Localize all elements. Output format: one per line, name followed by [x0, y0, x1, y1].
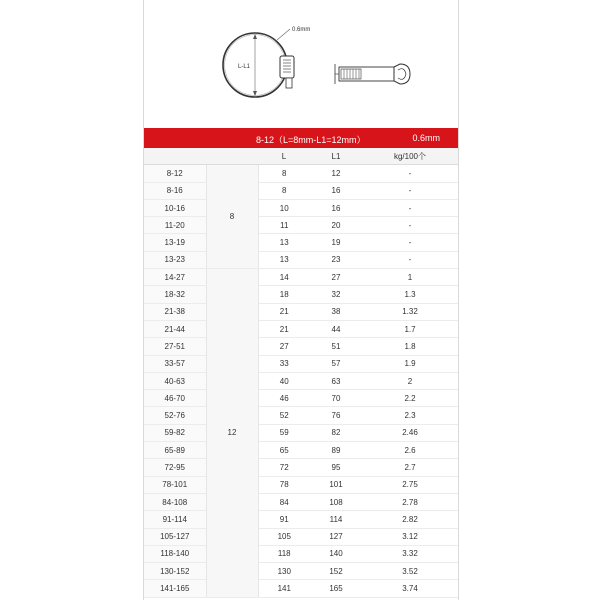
l1-cell: 51 — [310, 338, 362, 355]
weight-cell: - — [362, 199, 458, 216]
header-band-width — [206, 148, 258, 165]
table-row — [144, 303, 458, 320]
table-row — [144, 407, 458, 424]
l-cell: 141 — [258, 580, 310, 597]
l-cell: 13 — [258, 251, 310, 268]
weight-cell: 2.75 — [362, 476, 458, 493]
size-range-cell: 78-101 — [144, 476, 206, 493]
size-range-cell: 10-16 — [144, 199, 206, 216]
table-row — [144, 320, 458, 337]
l1-cell: 82 — [310, 424, 362, 441]
table-row — [144, 217, 458, 234]
weight-cell: 2 — [362, 372, 458, 389]
size-range-cell: 105-127 — [144, 528, 206, 545]
l1-cell: 44 — [310, 320, 362, 337]
size-range-cell: 72-95 — [144, 459, 206, 476]
table-row — [144, 563, 458, 580]
size-range-cell: 141-165 — [144, 580, 206, 597]
l-cell: 59 — [258, 424, 310, 441]
l1-cell: 16 — [310, 182, 362, 199]
l1-cell: 63 — [310, 372, 362, 389]
table-row — [144, 493, 458, 510]
size-range-cell: 65-89 — [144, 442, 206, 459]
l1-cell: 27 — [310, 269, 362, 286]
l-cell: 84 — [258, 493, 310, 510]
weight-cell: 2.78 — [362, 493, 458, 510]
table-row — [144, 545, 458, 562]
table-row — [144, 390, 458, 407]
size-range-cell: 14-27 — [144, 269, 206, 286]
table-row — [144, 511, 458, 528]
table-row — [144, 338, 458, 355]
size-range-cell: 8-12 — [144, 165, 206, 182]
weight-cell: 2.82 — [362, 511, 458, 528]
table-row — [144, 199, 458, 216]
l-cell: 10 — [258, 199, 310, 216]
size-range-cell: 118-140 — [144, 545, 206, 562]
table-row — [144, 442, 458, 459]
weight-cell: 3.32 — [362, 545, 458, 562]
l1-cell: 20 — [310, 217, 362, 234]
spec-banner — [144, 128, 458, 148]
l-cell: 118 — [258, 545, 310, 562]
weight-cell: 1.8 — [362, 338, 458, 355]
size-range-cell: 130-152 — [144, 563, 206, 580]
l1-cell: 70 — [310, 390, 362, 407]
size-range-cell: 52-76 — [144, 407, 206, 424]
weight-cell: 1.32 — [362, 303, 458, 320]
weight-cell: - — [362, 234, 458, 251]
table-row — [144, 580, 458, 597]
size-range-cell: 21-44 — [144, 320, 206, 337]
l-cell: 33 — [258, 355, 310, 372]
banner-thickness: 0.6mm — [412, 133, 440, 143]
l1-cell: 114 — [310, 511, 362, 528]
l-cell: 11 — [258, 217, 310, 234]
weight-cell: 3.52 — [362, 563, 458, 580]
l1-cell: 89 — [310, 442, 362, 459]
weight-cell: - — [362, 182, 458, 199]
weight-cell: 2.2 — [362, 390, 458, 407]
weight-cell: 1.7 — [362, 320, 458, 337]
l-cell: 40 — [258, 372, 310, 389]
weight-cell: - — [362, 165, 458, 182]
l1-cell: 38 — [310, 303, 362, 320]
table-row — [144, 269, 458, 286]
weight-cell: 2.3 — [362, 407, 458, 424]
size-range-cell: 91-114 — [144, 511, 206, 528]
l1-cell: 165 — [310, 580, 362, 597]
size-range-cell: 13-23 — [144, 251, 206, 268]
l-cell: 91 — [258, 511, 310, 528]
banner-title: 8-12（L=8mm-L1=12mm） — [256, 135, 366, 145]
band-width-cell: 12 — [206, 269, 258, 598]
l1-cell: 140 — [310, 545, 362, 562]
size-range-cell: 8-16 — [144, 182, 206, 199]
l-cell: 46 — [258, 390, 310, 407]
table-row — [144, 251, 458, 268]
size-range-cell: 33-57 — [144, 355, 206, 372]
table-row — [144, 476, 458, 493]
l-cell: 130 — [258, 563, 310, 580]
table-row — [144, 459, 458, 476]
size-range-cell: 46-70 — [144, 390, 206, 407]
spec-sheet — [143, 0, 459, 600]
table-row — [144, 372, 458, 389]
l-cell: 105 — [258, 528, 310, 545]
l-cell: 21 — [258, 303, 310, 320]
size-range-cell: 59-82 — [144, 424, 206, 441]
header-l1: L1 — [310, 148, 362, 165]
size-range-cell: 27-51 — [144, 338, 206, 355]
table-row — [144, 528, 458, 545]
l1-cell: 32 — [310, 286, 362, 303]
size-range-cell: 11-20 — [144, 217, 206, 234]
l-cell: 14 — [258, 269, 310, 286]
weight-cell: - — [362, 217, 458, 234]
l-cell: 78 — [258, 476, 310, 493]
table-row — [144, 182, 458, 199]
l-cell: 8 — [258, 165, 310, 182]
l-cell: 72 — [258, 459, 310, 476]
band-width-cell: 8 — [206, 165, 258, 269]
table-row — [144, 424, 458, 441]
l-cell: 8 — [258, 182, 310, 199]
l1-cell: 127 — [310, 528, 362, 545]
l1-cell: 57 — [310, 355, 362, 372]
table-row — [144, 165, 458, 182]
l-cell: 18 — [258, 286, 310, 303]
header-l: L — [258, 148, 310, 165]
l1-cell: 16 — [310, 199, 362, 216]
table-row — [144, 286, 458, 303]
weight-cell: 1.9 — [362, 355, 458, 372]
size-range-cell: 40-63 — [144, 372, 206, 389]
l1-cell: 101 — [310, 476, 362, 493]
hose-clamp-diagram — [144, 0, 458, 128]
header-size-range — [144, 148, 206, 165]
weight-cell: 3.12 — [362, 528, 458, 545]
l1-cell: 76 — [310, 407, 362, 424]
l1-cell: 23 — [310, 251, 362, 268]
weight-cell: 2.46 — [362, 424, 458, 441]
l-cell: 13 — [258, 234, 310, 251]
weight-cell: 1 — [362, 269, 458, 286]
table-row — [144, 234, 458, 251]
table-header-row — [144, 148, 458, 165]
header-weight: kg/100个 — [362, 148, 458, 165]
l1-cell: 108 — [310, 493, 362, 510]
weight-cell: 3.74 — [362, 580, 458, 597]
l1-cell: 12 — [310, 165, 362, 182]
weight-cell: 2.6 — [362, 442, 458, 459]
l1-cell: 152 — [310, 563, 362, 580]
size-range-cell: 84-108 — [144, 493, 206, 510]
weight-cell: 1.3 — [362, 286, 458, 303]
spec-table — [144, 148, 458, 598]
l1-cell: 19 — [310, 234, 362, 251]
l-cell: 65 — [258, 442, 310, 459]
weight-cell: 2.7 — [362, 459, 458, 476]
l-cell: 27 — [258, 338, 310, 355]
weight-cell: - — [362, 251, 458, 268]
l1-cell: 95 — [310, 459, 362, 476]
thickness-label: 0.6mm — [292, 27, 311, 33]
screw-side-view — [335, 64, 410, 84]
size-range-cell: 13-19 — [144, 234, 206, 251]
table-row — [144, 355, 458, 372]
diameter-label: L-L1 — [238, 64, 251, 70]
size-range-cell: 21-38 — [144, 303, 206, 320]
l-cell: 21 — [258, 320, 310, 337]
size-range-cell: 18-32 — [144, 286, 206, 303]
l-cell: 52 — [258, 407, 310, 424]
